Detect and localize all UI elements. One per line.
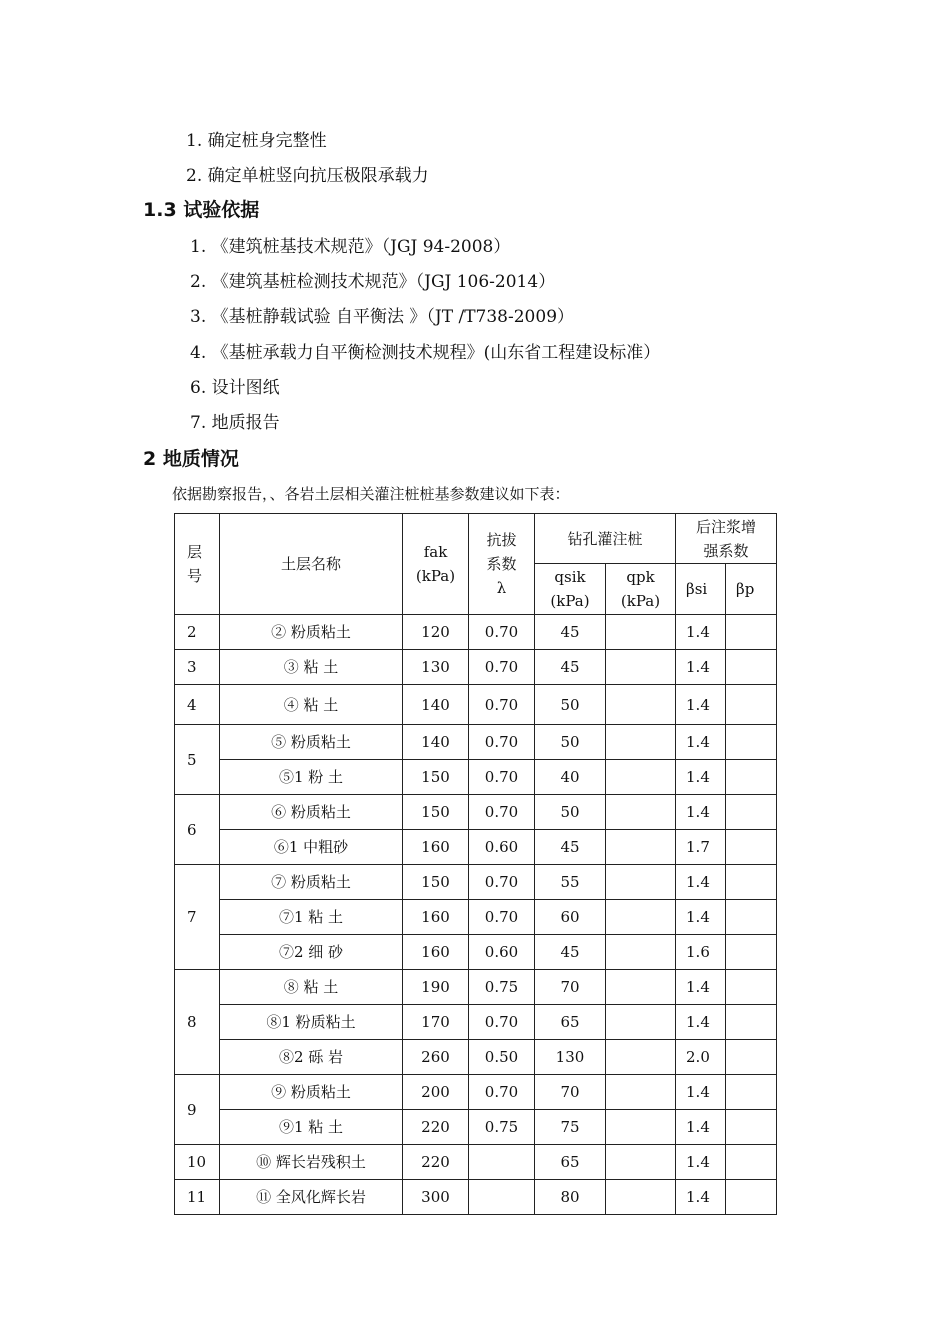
cell-qsik: 45 (535, 615, 606, 650)
cell-lambda: 0.70 (469, 795, 535, 830)
cell-qsik: 65 (535, 1145, 606, 1180)
cell-soil-name: ② 粉质粘土 (220, 615, 403, 650)
cell-layer: 10 (175, 1145, 220, 1180)
cell-beta-p (726, 760, 777, 795)
cell-qsik: 80 (535, 1180, 606, 1215)
header-grout-coefficient: 后注浆增强系数 (676, 514, 777, 564)
cell-qsik: 55 (535, 865, 606, 900)
table-row (175, 1180, 777, 1215)
cell-layer: 6 (175, 795, 220, 865)
reference-item: 4. 《基桩承载力自平衡检测技术规程》(山东省工程建设标准） (190, 343, 661, 363)
cell-lambda: 0.70 (469, 865, 535, 900)
cell-lambda: 0.70 (469, 1005, 535, 1040)
cell-layer: 7 (175, 865, 220, 970)
cell-lambda: 0.70 (469, 760, 535, 795)
cell-fak: 220 (403, 1110, 469, 1145)
cell-qsik: 130 (535, 1040, 606, 1075)
table-row (175, 865, 777, 900)
cell-layer: 3 (175, 650, 220, 685)
cell-beta-si: 1.4 (676, 725, 726, 760)
header-uplift-coefficient: 抗拔系数λ (469, 514, 535, 615)
cell-beta-p (726, 1075, 777, 1110)
cell-soil-name: ③ 粘 土 (220, 650, 403, 685)
cell-beta-si: 1.4 (676, 1180, 726, 1215)
cell-fak: 150 (403, 795, 469, 830)
cell-beta-si: 1.4 (676, 865, 726, 900)
cell-lambda: 0.50 (469, 1040, 535, 1075)
cell-beta-si: 1.4 (676, 1075, 726, 1110)
table-intro: 依据勘察报告，、各岩土层相关灌注桩桩基参数建议如下表： (172, 485, 570, 503)
cell-beta-si: 1.4 (676, 615, 726, 650)
cell-fak: 150 (403, 760, 469, 795)
table-row (175, 795, 777, 830)
cell-qpk (606, 650, 676, 685)
cell-beta-si: 1.4 (676, 685, 726, 725)
soil-parameter-table (174, 513, 777, 1215)
cell-lambda: 0.70 (469, 615, 535, 650)
cell-qsik: 50 (535, 725, 606, 760)
cell-qsik: 45 (535, 650, 606, 685)
cell-layer: 5 (175, 725, 220, 795)
cell-fak: 300 (403, 1180, 469, 1215)
cell-fak: 170 (403, 1005, 469, 1040)
cell-qpk (606, 1005, 676, 1040)
cell-lambda: 0.70 (469, 1075, 535, 1110)
cell-beta-p (726, 1040, 777, 1075)
cell-qpk (606, 1145, 676, 1180)
table-row (175, 900, 777, 935)
table-row (175, 725, 777, 760)
cell-soil-name: ⑦2 细 砂 (220, 935, 403, 970)
cell-beta-si: 1.4 (676, 1145, 726, 1180)
cell-fak: 160 (403, 830, 469, 865)
section-heading-1-3: 1.3 试验依据 (143, 199, 260, 221)
header-qsik: qsik (kPa) (535, 564, 606, 615)
cell-layer: 8 (175, 970, 220, 1075)
cell-qpk (606, 1075, 676, 1110)
cell-soil-name: ⑧2 砾 岩 (220, 1040, 403, 1075)
cell-soil-name: ⑩ 辉长岩残积土 (220, 1145, 403, 1180)
table-row (175, 1145, 777, 1180)
cell-soil-name: ⑤ 粉质粘土 (220, 725, 403, 760)
cell-fak: 160 (403, 900, 469, 935)
cell-beta-p (726, 830, 777, 865)
cell-soil-name: ⑥1 中粗砂 (220, 830, 403, 865)
cell-layer: 9 (175, 1075, 220, 1145)
table-row (175, 830, 777, 865)
cell-lambda: 0.75 (469, 970, 535, 1005)
cell-lambda: 0.70 (469, 900, 535, 935)
cell-qpk (606, 1180, 676, 1215)
cell-soil-name: ⑥ 粉质粘土 (220, 795, 403, 830)
cell-beta-p (726, 1180, 777, 1215)
cell-beta-p (726, 615, 777, 650)
cell-beta-p (726, 935, 777, 970)
table-row (175, 615, 777, 650)
cell-beta-p (726, 970, 777, 1005)
cell-fak: 120 (403, 615, 469, 650)
header-bored-pile: 钻孔灌注桩 (535, 514, 676, 564)
table-row (175, 650, 777, 685)
header-layer: 层号 (175, 514, 220, 615)
cell-fak: 160 (403, 935, 469, 970)
section-heading-2: 2 地质情况 (143, 448, 239, 470)
reference-item: 6. 设计图纸 (190, 378, 280, 398)
cell-beta-si: 1.4 (676, 760, 726, 795)
cell-layer: 11 (175, 1180, 220, 1215)
table-row (175, 1075, 777, 1110)
cell-beta-p (726, 1110, 777, 1145)
cell-qpk (606, 900, 676, 935)
cell-beta-si: 1.6 (676, 935, 726, 970)
table-row (175, 935, 777, 970)
cell-fak: 140 (403, 685, 469, 725)
cell-qsik: 45 (535, 935, 606, 970)
header-qpk: qpk (kPa) (606, 564, 676, 615)
cell-qsik: 70 (535, 970, 606, 1005)
cell-beta-si: 1.4 (676, 970, 726, 1005)
table-row (175, 1040, 777, 1075)
cell-lambda: 0.60 (469, 830, 535, 865)
cell-beta-p (726, 795, 777, 830)
cell-soil-name: ⑦ 粉质粘土 (220, 865, 403, 900)
cell-qsik: 50 (535, 685, 606, 725)
header-beta-si: βsi (676, 564, 726, 615)
cell-beta-si: 2.0 (676, 1040, 726, 1075)
cell-qpk (606, 935, 676, 970)
header-beta-p: βp (726, 564, 777, 615)
cell-beta-si: 1.4 (676, 795, 726, 830)
cell-qpk (606, 615, 676, 650)
cell-qpk (606, 725, 676, 760)
cell-qsik: 70 (535, 1075, 606, 1110)
cell-layer: 2 (175, 615, 220, 650)
cell-qsik: 40 (535, 760, 606, 795)
table-row (175, 970, 777, 1005)
cell-qsik: 45 (535, 830, 606, 865)
goal-item: 2. 确定单桩竖向抗压极限承载力 (186, 166, 429, 186)
cell-lambda: 0.70 (469, 685, 535, 725)
cell-qpk (606, 970, 676, 1005)
cell-lambda (469, 1145, 535, 1180)
cell-beta-p (726, 650, 777, 685)
cell-beta-p (726, 865, 777, 900)
cell-qpk (606, 830, 676, 865)
cell-beta-si: 1.4 (676, 900, 726, 935)
cell-qsik: 60 (535, 900, 606, 935)
cell-lambda: 0.70 (469, 725, 535, 760)
cell-beta-p (726, 1145, 777, 1180)
cell-qpk (606, 760, 676, 795)
cell-layer: 4 (175, 685, 220, 725)
cell-beta-p (726, 725, 777, 760)
cell-qsik: 65 (535, 1005, 606, 1040)
cell-beta-p (726, 685, 777, 725)
cell-beta-si: 1.4 (676, 650, 726, 685)
cell-lambda: 0.60 (469, 935, 535, 970)
cell-soil-name: ⑨1 粘 土 (220, 1110, 403, 1145)
cell-qpk (606, 865, 676, 900)
header-soil-name: 土层名称 (220, 514, 403, 615)
cell-soil-name: ⑦1 粘 土 (220, 900, 403, 935)
cell-qpk (606, 795, 676, 830)
reference-item: 1. 《建筑桩基技术规范》（JGJ 94-2008） (190, 237, 511, 257)
goal-item: 1. 确定桩身完整性 (186, 131, 327, 151)
reference-item: 7. 地质报告 (190, 413, 280, 433)
cell-soil-name: ⑪ 全风化辉长岩 (220, 1180, 403, 1215)
header-fak: fak (kPa) (403, 514, 469, 615)
cell-soil-name: ⑧1 粉质粘土 (220, 1005, 403, 1040)
cell-beta-p (726, 1005, 777, 1040)
cell-soil-name: ⑤1 粉 土 (220, 760, 403, 795)
cell-lambda (469, 1180, 535, 1215)
cell-lambda: 0.75 (469, 1110, 535, 1145)
cell-lambda: 0.70 (469, 650, 535, 685)
table-row (175, 685, 777, 725)
cell-fak: 220 (403, 1145, 469, 1180)
cell-qsik: 50 (535, 795, 606, 830)
table-row (175, 1005, 777, 1040)
cell-soil-name: ⑨ 粉质粘土 (220, 1075, 403, 1110)
cell-qsik: 75 (535, 1110, 606, 1145)
cell-fak: 150 (403, 865, 469, 900)
cell-beta-si: 1.4 (676, 1110, 726, 1145)
cell-beta-p (726, 900, 777, 935)
cell-fak: 190 (403, 970, 469, 1005)
table-row (175, 1110, 777, 1145)
cell-fak: 130 (403, 650, 469, 685)
cell-soil-name: ⑧ 粘 土 (220, 970, 403, 1005)
cell-qpk (606, 1110, 676, 1145)
cell-fak: 260 (403, 1040, 469, 1075)
cell-beta-si: 1.7 (676, 830, 726, 865)
table-row (175, 760, 777, 795)
cell-beta-si: 1.4 (676, 1005, 726, 1040)
cell-soil-name: ④ 粘 土 (220, 685, 403, 725)
reference-item: 3. 《基桩静载试验 自平衡法 》（JT /T738-2009） (190, 307, 575, 327)
cell-qpk (606, 685, 676, 725)
cell-fak: 140 (403, 725, 469, 760)
reference-item: 2. 《建筑基桩检测技术规范》（JGJ 106-2014） (190, 272, 556, 292)
cell-qpk (606, 1040, 676, 1075)
cell-fak: 200 (403, 1075, 469, 1110)
